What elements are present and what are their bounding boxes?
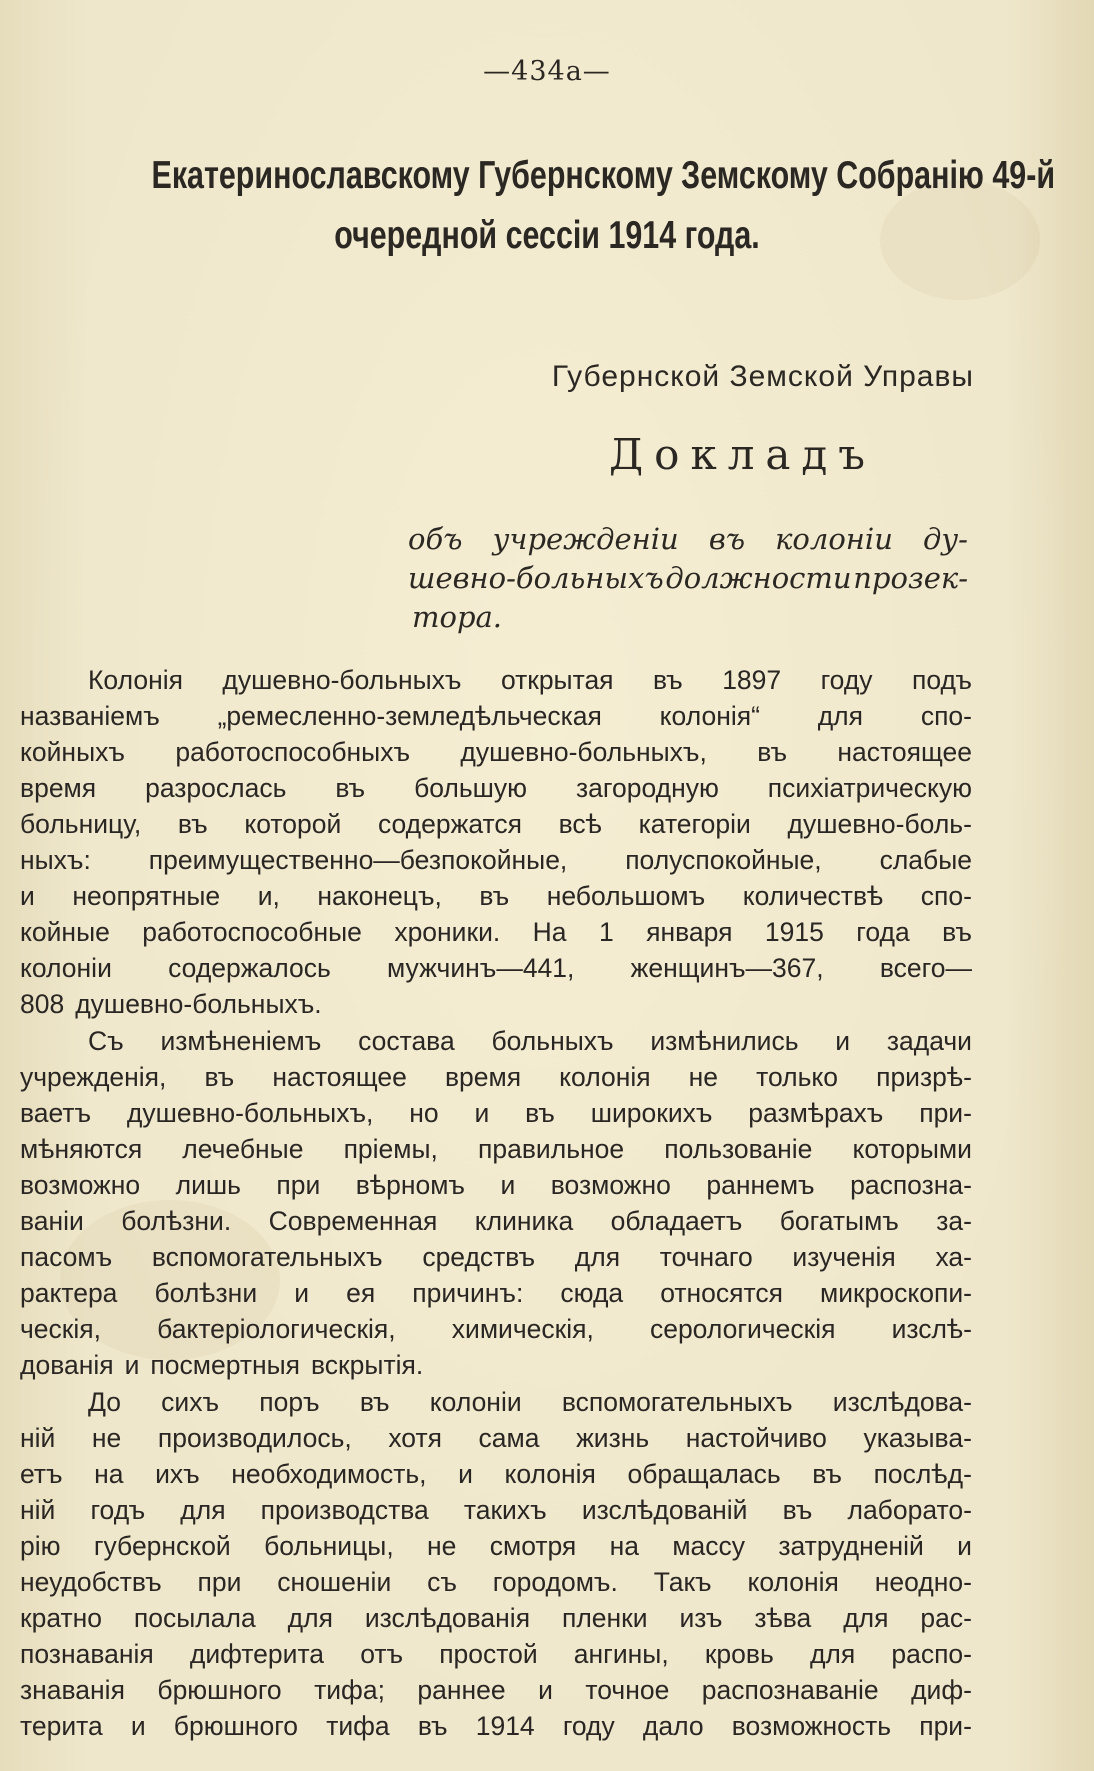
- word: въ: [177, 809, 208, 839]
- word: призрѣ-: [876, 1062, 972, 1092]
- word: прозек-: [853, 561, 968, 595]
- word: душевно-больныхъ.: [75, 989, 322, 1019]
- report-subject-line: [408, 520, 968, 559]
- text-line: [20, 770, 972, 806]
- word: ихъ: [155, 1459, 200, 1489]
- word: загородную: [576, 773, 719, 803]
- word: количествѣ: [742, 881, 884, 911]
- text-line: [20, 1275, 972, 1311]
- word: изслѣдова-: [832, 1387, 972, 1417]
- word: неопрятные: [72, 881, 221, 911]
- word: для: [843, 1603, 889, 1633]
- word: ваетъ: [20, 1098, 92, 1128]
- word: больницу,: [20, 809, 142, 839]
- word: сношеніи: [277, 1567, 392, 1597]
- word: производства: [260, 1495, 429, 1525]
- word: объ: [408, 522, 463, 556]
- word: относятся: [660, 1278, 783, 1308]
- word: полуспокойные,: [625, 845, 822, 875]
- word: колоніи: [775, 522, 893, 556]
- word: широкихъ: [590, 1098, 713, 1128]
- word: ха-: [935, 1242, 972, 1272]
- report-heading: Докладъ: [609, 430, 876, 479]
- word: душевно-больныхъ: [222, 665, 462, 695]
- text-line: [20, 1492, 972, 1528]
- word: ду-: [922, 522, 968, 556]
- word: бактеріологическія,: [157, 1314, 396, 1344]
- text-line: [20, 1059, 972, 1095]
- text-line: [20, 1239, 972, 1275]
- word: городомъ.: [492, 1567, 618, 1597]
- word: время: [444, 1062, 522, 1092]
- word: изслѣ-: [891, 1314, 972, 1344]
- word: въ: [652, 665, 683, 695]
- word: въ: [782, 1495, 813, 1525]
- word: подъ: [911, 665, 972, 695]
- word: учрежденіи: [492, 522, 679, 556]
- word: „ремесленно-земледѣльческая: [217, 701, 602, 731]
- word: лечебные: [182, 1134, 304, 1164]
- title-line: очередной сессіи 1914 года.: [334, 214, 760, 257]
- word: съ: [427, 1567, 457, 1597]
- word: рас-: [920, 1603, 972, 1633]
- word: неодно-: [874, 1567, 972, 1597]
- document-subtitle: Губернской Земской Управы: [551, 360, 974, 393]
- text-line: [20, 1564, 972, 1600]
- report-subject: [408, 520, 968, 637]
- word: для: [809, 1639, 856, 1669]
- word: ческія,: [20, 1314, 101, 1344]
- word: задачи: [886, 1026, 972, 1056]
- word: брюшного: [157, 1675, 282, 1705]
- text-line: [20, 1600, 972, 1636]
- word: и: [130, 1711, 146, 1741]
- word: тифа;: [314, 1675, 385, 1705]
- word: и: [538, 1675, 553, 1705]
- word: при: [276, 1170, 321, 1200]
- word: На: [532, 917, 567, 947]
- word: ній: [20, 1495, 56, 1525]
- word: 808: [20, 989, 65, 1019]
- text-line: [20, 1311, 972, 1347]
- word: ній: [20, 1423, 56, 1453]
- word: Такъ: [653, 1567, 712, 1597]
- word: и: [294, 1278, 310, 1308]
- word: колонія: [747, 1567, 839, 1597]
- word: серологическія: [649, 1314, 836, 1344]
- word: дифтерита: [189, 1639, 325, 1669]
- word: микроскопи-: [820, 1278, 972, 1308]
- text-line: [20, 1636, 972, 1672]
- word: душевно-больныхъ,: [460, 737, 707, 767]
- word: Современная: [268, 1206, 438, 1236]
- word: затрудненій: [778, 1531, 924, 1561]
- word: вспомогательныхъ: [561, 1387, 793, 1417]
- word: обращалась: [627, 1459, 781, 1489]
- text-line: [20, 1347, 972, 1383]
- word: ея: [346, 1278, 376, 1308]
- word: возможно: [550, 1170, 671, 1200]
- word: мѣняются: [20, 1134, 143, 1164]
- word: содержалось: [168, 953, 331, 983]
- word: тифа: [326, 1711, 390, 1741]
- word: необходимость,: [231, 1459, 427, 1489]
- word: колоніи: [20, 953, 112, 983]
- word: брюшного: [173, 1711, 299, 1741]
- text-line: [20, 734, 972, 770]
- word: химическія,: [451, 1314, 594, 1344]
- word: терита: [20, 1711, 103, 1741]
- word: сюда: [560, 1278, 624, 1308]
- word: наконецъ,: [317, 881, 442, 911]
- text-line: [20, 842, 972, 878]
- word: въ: [812, 1459, 842, 1489]
- word: учрежденія,: [20, 1062, 167, 1092]
- word: ваніи: [20, 1206, 84, 1236]
- word: изслѣдованій: [581, 1495, 748, 1525]
- word: при-: [919, 1098, 972, 1128]
- text-line: [20, 1023, 972, 1059]
- word: распо-: [891, 1639, 972, 1669]
- word: которой: [244, 809, 342, 839]
- word: категоріи: [638, 809, 751, 839]
- word: и: [458, 1459, 473, 1489]
- word: дованія: [20, 1350, 114, 1380]
- title-line: Екатеринославскому Губернскому Земскому Собранію 49-й: [151, 154, 1056, 197]
- text-line: [20, 1708, 972, 1744]
- word: дало: [642, 1711, 704, 1741]
- word: изслѣдованія: [364, 1603, 531, 1633]
- word: и: [835, 1026, 851, 1056]
- word: психіатрическую: [767, 773, 972, 803]
- word: изъ: [679, 1603, 723, 1633]
- word: женщинъ—367,: [630, 953, 824, 983]
- word: которыми: [852, 1134, 972, 1164]
- word: годъ: [90, 1495, 146, 1525]
- word: хроники.: [394, 917, 501, 947]
- word: средствъ: [422, 1242, 536, 1272]
- word: и: [957, 1531, 972, 1561]
- text-line: [20, 878, 972, 914]
- word: 1915: [764, 917, 824, 947]
- word: лаборато-: [847, 1495, 972, 1525]
- word: простой: [439, 1639, 538, 1669]
- word: и,: [257, 881, 280, 911]
- word: января: [646, 917, 733, 947]
- word: койныхъ: [20, 737, 125, 767]
- word: и: [474, 1098, 490, 1128]
- word: указыва-: [863, 1423, 972, 1453]
- word: Колонія: [88, 665, 183, 695]
- word: зѣва: [754, 1603, 812, 1633]
- word: сихъ: [161, 1387, 220, 1417]
- report-subject-line: тора.: [412, 600, 503, 634]
- word: душевно-боль-: [787, 809, 972, 839]
- word: богатымъ: [779, 1206, 899, 1236]
- word: послѣд-: [873, 1459, 972, 1489]
- text-line: [20, 698, 972, 734]
- word: производилось,: [157, 1423, 352, 1453]
- word: и: [20, 881, 35, 911]
- text-line: [20, 1095, 972, 1131]
- word: вѣрномъ: [355, 1170, 465, 1200]
- text-line: [20, 1456, 972, 1492]
- word: вскрытія.: [311, 1350, 424, 1380]
- word: всѣ: [558, 809, 602, 839]
- word: на: [94, 1459, 124, 1489]
- word: кровь: [704, 1639, 774, 1669]
- word: большую: [414, 773, 528, 803]
- word: рію: [20, 1531, 61, 1561]
- paragraph: [20, 1023, 972, 1383]
- word: въ: [417, 1711, 448, 1741]
- word: содержатся: [377, 809, 522, 839]
- word: такихъ: [463, 1495, 547, 1525]
- word: названіемъ: [20, 701, 160, 731]
- word: всего—: [879, 953, 972, 983]
- word: ангины,: [573, 1639, 669, 1669]
- paragraph: [20, 662, 972, 1022]
- text-line: [20, 1167, 972, 1203]
- word: не: [91, 1423, 122, 1453]
- word: причинъ:: [412, 1278, 524, 1308]
- word: для: [574, 1242, 621, 1272]
- word: Съ: [88, 1026, 124, 1056]
- word: въ: [359, 1387, 390, 1417]
- word: посылала: [133, 1603, 256, 1633]
- word: диф-: [911, 1675, 972, 1705]
- word: не: [688, 1062, 719, 1092]
- word: посмертныя: [150, 1350, 301, 1380]
- word: правильное: [478, 1134, 625, 1164]
- word: преимущественно—безпокойные,: [148, 845, 568, 875]
- word: поръ: [259, 1387, 320, 1417]
- report-subject-line: [408, 559, 968, 598]
- word: больныхъ: [491, 1026, 614, 1056]
- word: для: [180, 1495, 226, 1525]
- word: мужчинъ—441,: [387, 953, 575, 983]
- word: въ: [479, 881, 510, 911]
- word: за-: [936, 1206, 972, 1236]
- word: распознаваніе: [701, 1675, 879, 1705]
- word: въ: [335, 773, 366, 803]
- text-line: [20, 1528, 972, 1564]
- word: настоящее: [272, 1062, 407, 1092]
- word: для: [287, 1603, 333, 1633]
- word: возможность: [731, 1711, 892, 1741]
- word: году: [562, 1711, 615, 1741]
- word: раннемъ: [706, 1170, 815, 1200]
- word: спо-: [920, 881, 972, 911]
- paragraph: [20, 1384, 972, 1744]
- word: колонія: [504, 1459, 596, 1489]
- text-line: [20, 1203, 972, 1239]
- word: спо-: [920, 701, 972, 731]
- word: отъ: [360, 1639, 404, 1669]
- text-line: [20, 806, 972, 842]
- word: въ: [708, 522, 746, 556]
- word: пользованіе: [664, 1134, 813, 1164]
- word: колоніи: [429, 1387, 522, 1417]
- word: на: [609, 1531, 639, 1561]
- word: сама: [478, 1423, 540, 1453]
- word: только: [756, 1062, 839, 1092]
- word: 1897: [722, 665, 782, 695]
- word: точное: [585, 1675, 670, 1705]
- text-line: [20, 1672, 972, 1708]
- word: въ: [942, 917, 972, 947]
- word: для: [817, 701, 863, 731]
- word: шевно-больныхъ: [408, 561, 664, 595]
- word: открытая: [500, 665, 614, 695]
- word: не: [427, 1531, 457, 1561]
- word: душевно-больныхъ,: [126, 1098, 374, 1128]
- word: въ: [525, 1098, 555, 1128]
- word: болѣзни.: [121, 1206, 232, 1236]
- word: работоспособные: [142, 917, 362, 947]
- word: но: [409, 1098, 439, 1128]
- word: болѣзни: [154, 1278, 258, 1308]
- word: въ: [204, 1062, 235, 1092]
- word: размѣрахъ: [748, 1098, 884, 1128]
- word: койные: [20, 917, 110, 947]
- word: небольшомъ: [546, 881, 706, 911]
- text-line: [20, 986, 972, 1022]
- word: колонія“: [659, 701, 760, 731]
- word: настойчиво: [685, 1423, 827, 1453]
- word: вспомогательныхъ: [151, 1242, 383, 1272]
- text-line: [20, 1131, 972, 1167]
- word: распозна-: [850, 1170, 972, 1200]
- word: колонія: [559, 1062, 651, 1092]
- word: года: [856, 917, 910, 947]
- word: До: [88, 1387, 121, 1417]
- word: хотя: [388, 1423, 442, 1453]
- word: лишь: [175, 1170, 241, 1200]
- word: 1: [598, 917, 614, 947]
- body-text: [20, 662, 972, 1745]
- word: жизнь: [576, 1423, 650, 1453]
- word: при: [197, 1567, 242, 1597]
- text-line: [20, 1384, 972, 1420]
- word: возможно: [20, 1170, 141, 1200]
- word: обладаетъ: [610, 1206, 743, 1236]
- word: пленки: [561, 1603, 648, 1633]
- text-line: [20, 1420, 972, 1456]
- word: больницы,: [264, 1531, 394, 1561]
- word: неудобствъ: [20, 1567, 162, 1597]
- document-title: [151, 146, 1056, 266]
- word: пасомъ: [20, 1242, 113, 1272]
- word: настоящее: [837, 737, 972, 767]
- word: смотря: [489, 1531, 577, 1561]
- word: пріемы,: [343, 1134, 438, 1164]
- word: раннее: [417, 1675, 506, 1705]
- word: измѣненіемъ: [160, 1026, 322, 1056]
- word: и: [500, 1170, 516, 1200]
- word: етъ: [20, 1459, 63, 1489]
- text-line: [20, 662, 972, 698]
- word: работоспособныхъ: [175, 737, 411, 767]
- word: время: [20, 773, 97, 803]
- word: губернской: [93, 1531, 231, 1561]
- text-line: [20, 914, 972, 950]
- word: разрослась: [145, 773, 287, 803]
- word: познаванія: [20, 1639, 154, 1669]
- word: въ: [757, 737, 788, 767]
- word: измѣнились: [650, 1026, 799, 1056]
- word: году: [820, 665, 873, 695]
- word: клиника: [474, 1206, 574, 1236]
- word: должности: [665, 561, 852, 595]
- word: и: [124, 1350, 140, 1380]
- text-line: [20, 950, 972, 986]
- word: состава: [358, 1026, 455, 1056]
- word: рактера: [20, 1278, 118, 1308]
- word: ныхъ:: [20, 845, 91, 875]
- word: точнаго: [659, 1242, 753, 1272]
- word: кратно: [20, 1603, 102, 1633]
- word: знаванія: [20, 1675, 125, 1705]
- word: массу: [672, 1531, 746, 1561]
- word: слабые: [879, 845, 972, 875]
- word: изученія: [792, 1242, 896, 1272]
- word: при-: [919, 1711, 972, 1741]
- page-number: —434а—: [483, 56, 611, 87]
- word: 1914: [475, 1711, 535, 1741]
